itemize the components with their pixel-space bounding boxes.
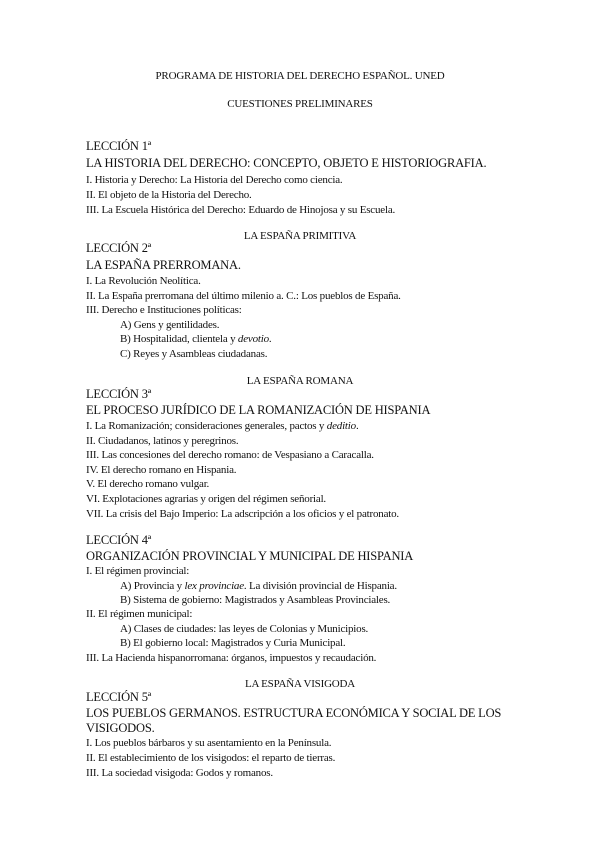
lesson-4-item-1: I. El régimen provincial: [86,565,190,577]
lesson-4-item-2: II. El régimen municipal: [86,608,193,620]
lesson-4-title: ORGANIZACIÓN PROVINCIAL Y MUNICIPAL DE HISPANIA [86,549,414,563]
lesson-1-item-2: II. El objeto de la Historia del Derecho. [86,189,252,201]
lesson-2-item-3: III. Derecho e Instituciones políticas: [86,304,242,316]
lesson-3-item-1-latin-term: deditio [326,420,356,432]
lesson-4-subitem-2b: B) El gobierno local: Magistrados y Curia Municipal. [120,637,346,649]
lesson-5-title-line-1: LOS PUEBLOS GERMANOS. ESTRUCTURA ECONÓMICA Y SOCIAL DE LOS [86,706,502,720]
lesson-3-item-2: II. Ciudadanos, latinos y peregrinos. [86,435,239,447]
lesson-2-item-2: II. La España prerromana del último milenio a. C.: Los pueblos de España. [86,290,401,302]
lesson-4-subitem-1b: B) Sistema de gobierno: Magistrados y Asambleas Provinciales. [120,594,391,606]
part-heading-romana: LA ESPAÑA ROMANA [246,375,354,387]
lesson-2-label: LECCIÓN 2ª [86,241,151,255]
lesson-1-item-3: III. La Escuela Histórica del Derecho: Eduardo de Hinojosa y su Escuela. [86,204,396,216]
lesson-4-subitem-2a: A) Clases de ciudades: las leyes de Colonias y Municipios. [120,623,369,635]
part-heading-primitiva: LA ESPAÑA PRIMITIVA [243,230,357,242]
lesson-2-subitem-b-latin-term: devotio [237,333,269,345]
lesson-2-subitem-c: C) Reyes y Asambleas ciudadanas. [120,348,268,360]
lesson-4-subitem-1a [120,580,397,592]
lesson-3-title: EL PROCESO JURÍDICO DE LA ROMANIZACIÓN DE HISPANIA [86,403,431,417]
lesson-2-subitem-b-text: B) Hospitalidad, clientela y [120,333,238,345]
lesson-4-item-3: III. La Hacienda hispanorromana: órganos, impuestos y recaudación. [86,652,377,664]
lesson-3-item-3: III. Las concesiones del derecho romano: de Vespasiano a Caracalla. [86,449,374,461]
lesson-3-item-4: IV. El derecho romano en Hispania. [86,464,237,476]
lesson-3-item-7: VII. La crisis del Bajo Imperio: La adscripción a los oficios y el patronato. [86,508,399,520]
lesson-1-title: LA HISTORIA DEL DERECHO: CONCEPTO, OBJETO E HISTORIOGRAFIA. [86,156,487,170]
lesson-5-title-line-2: VISIGODOS. [86,721,155,735]
lesson-5-label: LECCIÓN 5ª [86,690,151,704]
lesson-4-label: LECCIÓN 4ª [86,533,151,547]
lesson-3-label: LECCIÓN 3ª [86,387,151,401]
lesson-4-subitem-1a-latin-term: lex provinciae [184,580,244,592]
document-title: PROGRAMA DE HISTORIA DEL DERECHO ESPAÑOL. UNED [155,70,445,82]
lesson-5-item-1: I. Los pueblos bárbaros y su asentamiento en la Península. [86,737,332,749]
lesson-4-subitem-1a-end: . La división provincial de Hispania. [243,580,397,592]
lesson-3-item-1 [86,420,359,432]
lesson-3-item-1-end: . [355,420,359,432]
lesson-5-item-3: III. La sociedad visigoda: Godos y romanos. [86,767,273,779]
lesson-2-title: LA ESPAÑA PRERROMANA. [86,258,241,272]
lesson-4-subitem-1a-text: A) Provincia y [120,580,185,592]
part-heading-visigoda: LA ESPAÑA VISIGODA [244,678,356,690]
part-heading-preliminares: CUESTIONES PRELIMINARES [227,98,373,110]
lesson-2-subitem-a: A) Gens y gentilidades. [120,319,220,331]
lesson-2-subitem-b [120,333,271,345]
lesson-3-item-6: VI. Explotaciones agrarias y origen del régimen señorial. [86,493,326,505]
lesson-2-item-1: I. La Revolución Neolítica. [86,275,201,287]
lesson-1-label: LECCIÓN 1ª [86,139,151,153]
lesson-2-subitem-b-end: . [268,333,272,345]
lesson-1-item-1: I. Historia y Derecho: La Historia del Derecho como ciencia. [86,174,343,186]
lesson-3-item-5: V. El derecho romano vulgar. [86,478,210,490]
lesson-3-item-1-text: I. La Romanización; consideraciones generales, pactos y [86,420,327,432]
lesson-5-item-2: II. El establecimiento de los visigodos: el reparto de tierras. [86,752,336,764]
